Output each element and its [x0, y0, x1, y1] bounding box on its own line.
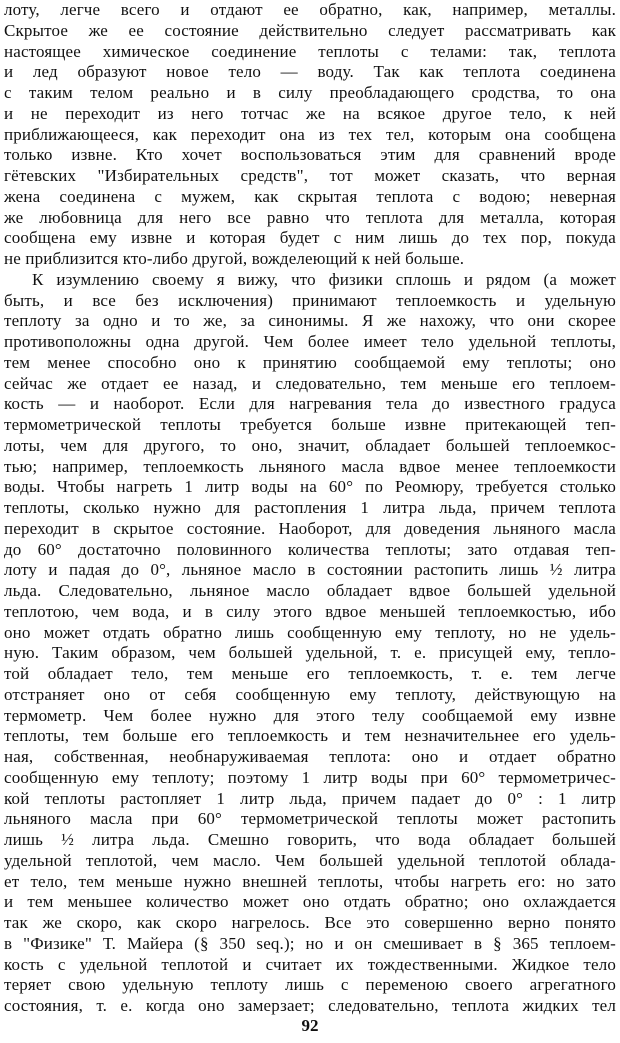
text-line: термометрической теплоты требуется больше извне притекающей теп- [4, 415, 616, 434]
text-line: оно может отдать обратно лишь сообщенную ему теплоту, но не удель- [4, 622, 616, 642]
text-line: жена соединена с мужем, как скрытая теплота с водою; неверная [4, 186, 616, 206]
text-line: ная, собственная, необнаруживаемая теплота: оно и отдает обратно [4, 747, 616, 766]
text-line: противоположны одна другой. Чем более имеет тело удельной теплоты, [4, 332, 616, 351]
text-line: до 60° достаточно половинного количества теплоты; зато отдавая теп- [4, 539, 616, 559]
text-line: той обладает тело, тем меньше его теплоемкость, т. е. тем легче [4, 664, 616, 683]
text-line: в "Физике" Т. Майера (§ 350 seq.); но и он смешивает в § 365 теплоем- [4, 933, 616, 953]
text-line: кость с удельной теплотой и считает их тождественными. Жидкое тело [4, 954, 616, 974]
text-line: Скрытое же ее состояние действительно следует рассматривать как [4, 20, 616, 40]
text-line: лоту, легче всего и отдают ее обратно, как, например, металлы. [4, 0, 616, 19]
text-line: так же скоро, как скоро нагрелось. Все это совершенно верно понято [4, 913, 616, 932]
text-line: и тем меньшее количество может оно отдать обратно; оно охлаждается [4, 892, 616, 912]
text-line: и лед образуют новое тело — воду. Так как теплота соединена [4, 62, 616, 82]
page-number: 92 [301, 1016, 319, 1035]
text-line: переходит в скрытое состояние. Наоборот, для доведения льняного масла [4, 518, 616, 538]
text-line: теряет свою удельную теплоту лишь с переменою своего агрегатного [4, 975, 616, 995]
text-line: сообщена ему извне и которая будет с ним лишь до тех пор, покуда [4, 228, 616, 248]
text-line: гётевских "Избирательных средств", тот может сказать, что верная [4, 166, 616, 185]
text-line: сообщенную ему теплоту; поэтому 1 литр воды при 60° термометричес- [4, 767, 616, 787]
text-line: лоту и падая до 0°, льняное масло в состоянии растопить лишь ½ литра [4, 560, 616, 580]
text-line: теплоты, сколько нужно для растопления 1 литра льда, причем теплота [4, 498, 616, 517]
text-line: лоты, чем для другого, то оно, значит, обладает большей теплоемкос- [4, 435, 616, 455]
body-text [4, 0, 616, 1017]
text-line: ную. Таким образом, чем большей удельной, т. е. присущей ему, тепло- [4, 643, 616, 663]
text-line: льняного масла при 60° термометрической теплоты может растопить [4, 809, 616, 829]
text-line: теплотою, чем вода, и в силу этого вдвое меньшей теплоемкостью, ибо [4, 601, 616, 621]
text-line: сейчас же отдает ее назад, и следовательно, тем меньше его теплоем- [4, 373, 616, 393]
text-line: тем менее способно оно к принятию сообщаемой ему теплоты; оно [4, 352, 616, 372]
text-line: льда. Следовательно, льняное масло обладает вдвое большей удельной [4, 581, 616, 600]
text-line: отстраняет оно от себя сообщенную ему теплоту, действующую на [4, 684, 616, 704]
text-line: термометр. Чем более нужно для этого телу сообщаемой ему извне [4, 705, 616, 725]
text-line: же любовница для него все равно что теплота для металла, которая [4, 207, 616, 227]
text-line: теплоты, тем больше его теплоемкость и тем незначительнее его удель- [4, 726, 616, 746]
text-line: состояния, т. е. когда оно замерзает; следовательно, теплота жидких тел [4, 996, 616, 1015]
text-line: только извне. Кто хочет воспользоваться этим для сравнений вроде [4, 145, 616, 165]
text-line: удельной теплотой, чем масло. Чем большей удельной теплотой облада- [4, 850, 616, 870]
text-line: настоящее химическое соединение теплоты с телами: так, теплота [4, 41, 616, 61]
text-line: кой теплоты растопляет 1 литр льда, причем падает до 0° : 1 литр [4, 788, 616, 808]
text-line: воды. Чтобы нагреть 1 литр воды на 60° по Реомюру, требуется столько [4, 477, 616, 497]
paragraph-start-line: К изумлению своему я вижу, что физики сплошь и рядом (а может [32, 269, 616, 289]
text-line: быть, и все без исключения) принимают теплоемкость и удельную [4, 290, 616, 310]
text-line: с таким телом реально и в силу преобладающего сродства, то она [4, 83, 616, 102]
text-line: теплоту за одно и то же, за синонимы. Я же нахожу, что они скорее [4, 311, 616, 331]
text-line: тью; например, теплоемкость льняного масла вдвое менее теплоемкости [4, 456, 616, 476]
paragraph-end-line: не приблизится кто-либо другой, вожделеющий к ней больше. [4, 249, 465, 268]
text-line: приближающееся, как переходит она из тех тел, которым она сообщена [4, 124, 616, 144]
text-line: кость — и наоборот. Если для нагревания тела до известного градуса [4, 394, 616, 414]
text-line: и не переходит из него тотчас же на всякое другое тело, к ней [4, 103, 616, 123]
text-line: лишь ½ литра льда. Смешно говорить, что вода обладает большей [4, 830, 616, 849]
text-line: ет тело, тем меньше нужно внешней теплоты, чтобы нагреть его: но зато [4, 871, 616, 891]
